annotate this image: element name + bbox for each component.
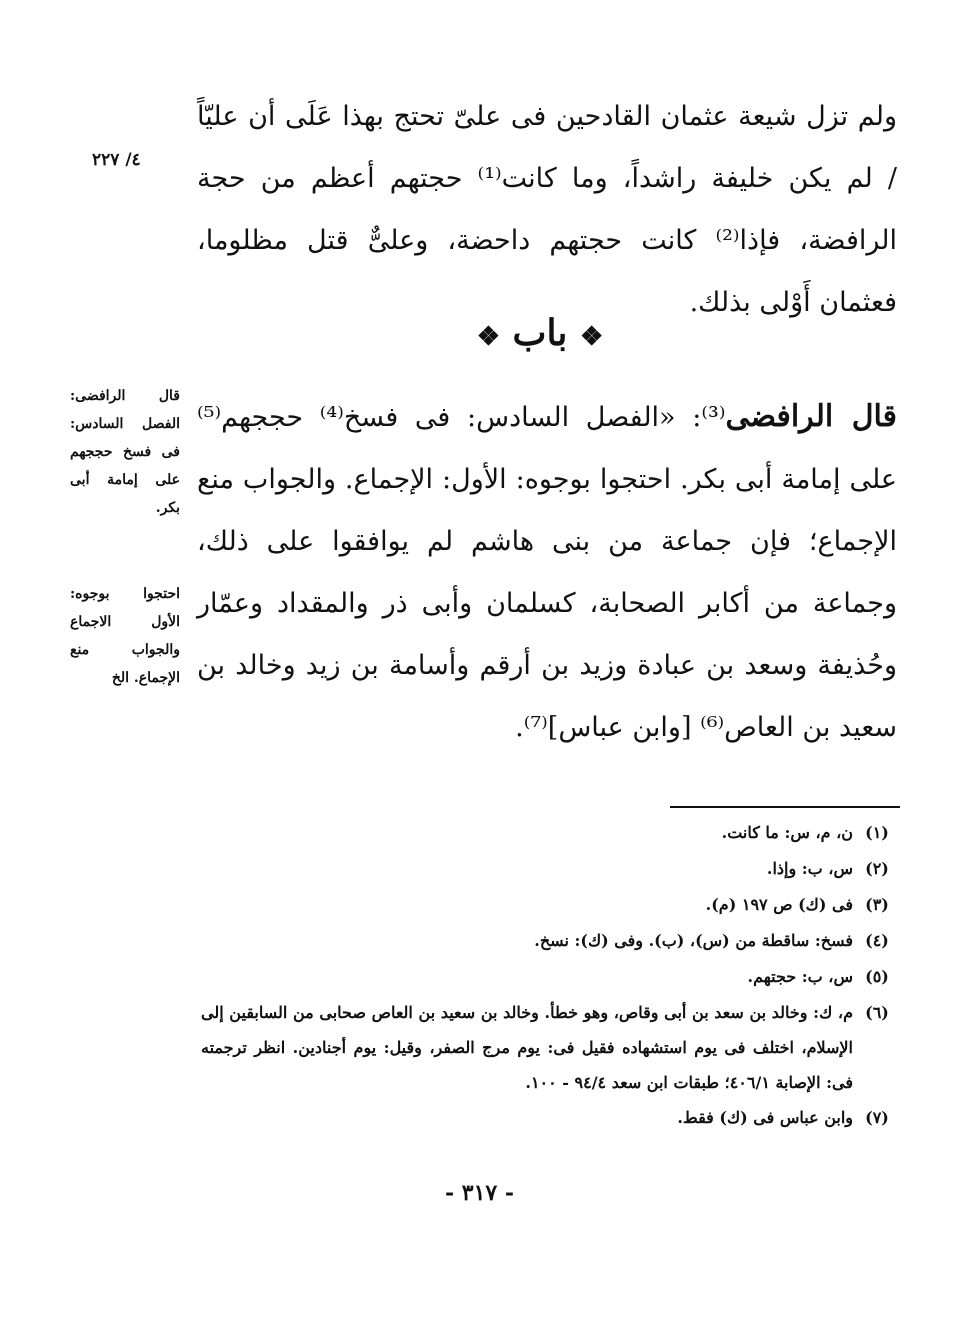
footnote <box>201 995 901 1100</box>
main-text-block-1 <box>197 86 897 334</box>
footnote-text: ن، م، س: ما كانت. <box>721 823 853 842</box>
margin-note: قال الرافضى: الفصل السادس: فى فسخ حججهم على إمامة أبى بكر. <box>70 388 180 516</box>
footnote <box>201 959 901 995</box>
chapter-heading <box>180 308 900 362</box>
footnote-text: س، ب: حجتهم. <box>747 967 853 986</box>
footnote-divider <box>670 806 900 808</box>
footnote-number: (٣) <box>865 895 889 914</box>
footnote-number: (٥) <box>865 967 889 986</box>
footnote-number: (١) <box>865 823 889 842</box>
footnote-text: م، ك: وخالد بن سعد بن أبى وقاص، وهو خطأ. وخالد بن سعيد بن العاص صحابى من السابقين إلى الإسلام، اختلف فى يوم استشهاده فقيل فى: يوم مرج الصفر، وقيل: يوم أجنادين. انظر ترجمته فى: الإصابة ٤٠٦/١؛ طبقات ابن سعد ٩٤/٤ - ١٠٠. <box>201 1003 853 1092</box>
ornament-icon: ❖ <box>579 322 604 352</box>
footnote <box>201 887 901 923</box>
footnote-number: (٦) <box>865 1003 889 1022</box>
paragraph-body: ⁽³⁾: «الفصل السادس: فى فسخ⁽⁴⁾ حججهم⁽⁵⁾ على إمامة أبى بكر. احتجوا بوجوه: الأول: الإجماع. والجواب منع الإجماع؛ فإن جماعة من بنى هاشم لم يوافقوا على ذلك، وجماعة من أكابر الصحابة، كسلمان وأبى ذر والمقداد وعمّار وحُذيفة وسعد بن عبادة وزيد بن أرقم وأسامة بن زيد وخالد بن سعيد بن العاص⁽⁶⁾ [وابن عباس]⁽⁷⁾. <box>197 402 897 743</box>
heading-text: باب <box>512 312 568 354</box>
footnotes <box>201 815 901 1136</box>
footnote-text: س، ب: وإذا. <box>766 859 853 878</box>
paragraph <box>197 386 897 759</box>
margin-page-reference: ٤/ ٢٢٧ <box>92 150 141 170</box>
footnote-text: وابن عباس فى (ك) فقط. <box>677 1108 853 1127</box>
page-number: - ٣١٧ - <box>444 1180 515 1206</box>
main-text-block-2 <box>197 386 897 759</box>
footnote-number: (٤) <box>865 931 889 950</box>
footnote <box>201 923 901 959</box>
footnote <box>201 851 901 887</box>
footnote-number: (٧) <box>865 1108 889 1127</box>
speaker-label: قال الرافضى <box>725 399 897 434</box>
ornament-icon: ❖ <box>476 322 500 352</box>
footnote <box>201 815 901 851</box>
paragraph: ولم تزل شيعة عثمان القادحين فى علىّ تحتج بهذا عَلَى أن عليّاً / لم يكن خليفة راشداً، وما كانت⁽¹⁾ حجتهم أعظم من حجة الرافضة، فإذا⁽²⁾ كانت حجتهم داحضة، وعلىٌّ قتل مظلوما، فعثمان أَوْلى بذلك. <box>197 101 898 318</box>
footnote <box>201 1100 901 1136</box>
footnote-text: فسخ: ساقطة من (س)، (ب). وفى (ك): نسخ. <box>534 931 853 950</box>
footnote-text: فى (ك) ص ١٩٧ (م). <box>705 895 853 914</box>
footnote-number: (٢) <box>865 859 889 878</box>
margin-note: احتجوا بوجوه: الأول الاجماع والجواب منع الإجماع. الخ <box>70 586 180 686</box>
